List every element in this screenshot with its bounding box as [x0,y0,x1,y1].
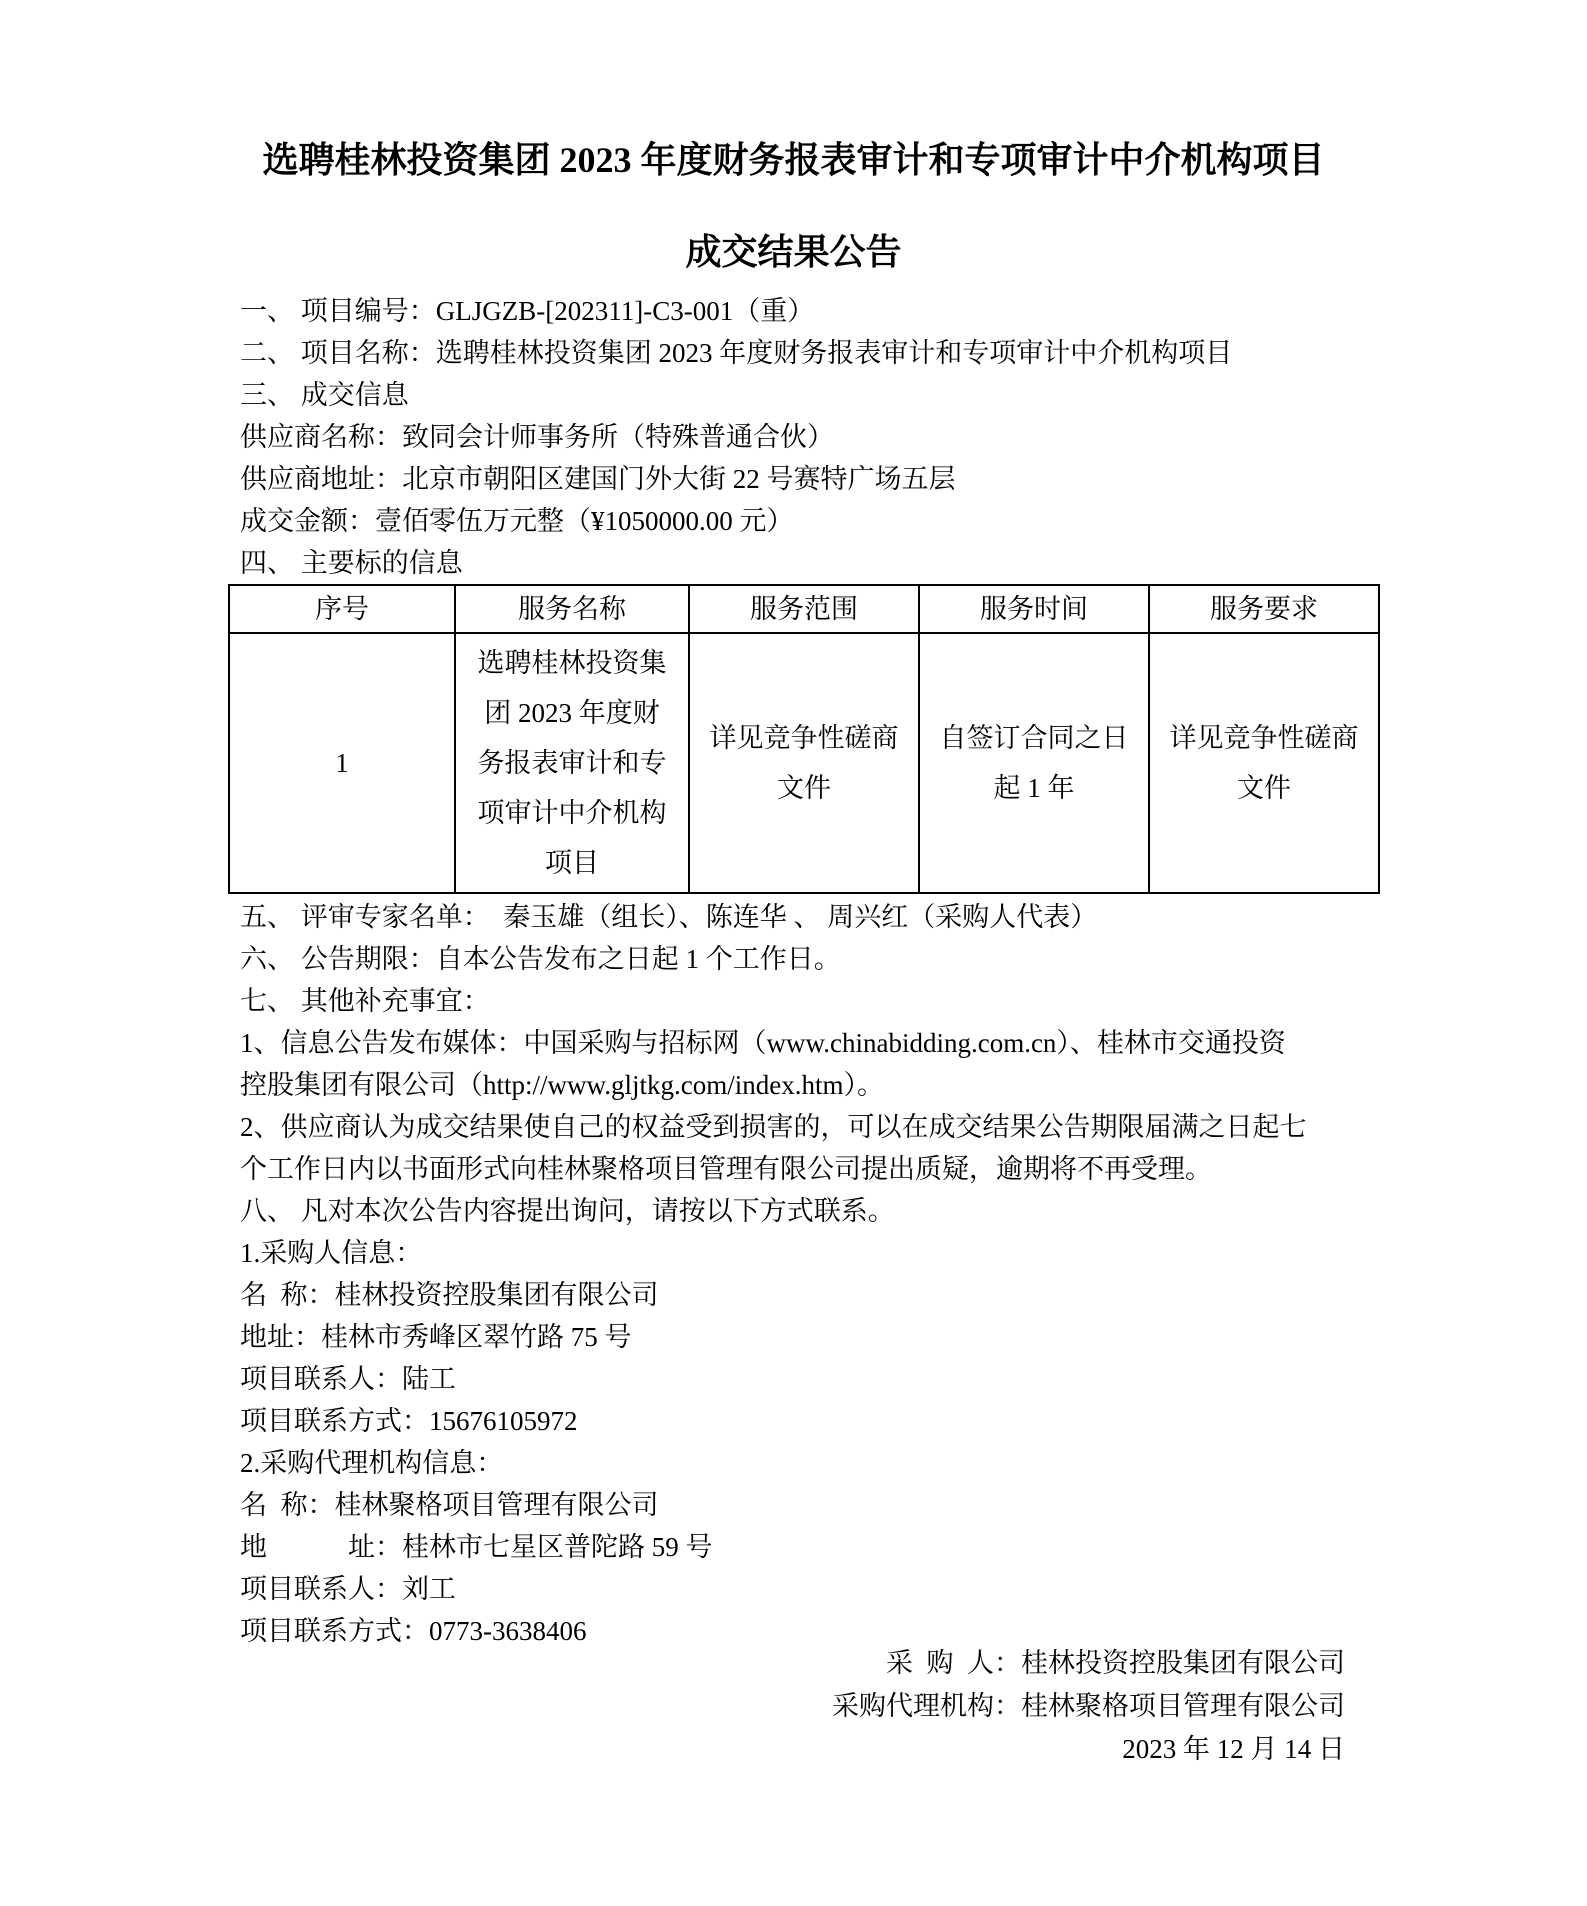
line-media-part2: 控股集团有限公司（http://www.gljtkg.com/index.htm）。 [240,1070,884,1100]
line-award-amount: 成交金额：壹佰零伍万元整（¥1050000.00 元） [240,506,794,536]
line-agency-phone: 项目联系方式：0773-3638406 [240,1616,587,1646]
document-body [240,290,1359,1771]
line-objection-part2: 个工作日内以书面形式向桂林聚格项目管理有限公司提出质疑，逾期将不再受理。 [240,1154,1212,1184]
line-agency-name: 名 称：桂林聚格项目管理有限公司 [240,1490,659,1520]
signature-block [240,1642,1345,1771]
line-purchaser-name: 名 称：桂林投资控股集团有限公司 [240,1280,659,1310]
table-row [229,633,1379,893]
line-heading-award-info: 三、 成交信息 [240,380,409,410]
line-heading-bid-info: 四、 主要标的信息 [240,548,463,578]
line-supplier-name: 供应商名称：致同会计师事务所（特殊普通合伙） [240,422,834,452]
cell-service-requirement: 详见竞争性磋商文件 [1149,633,1379,893]
line-purchaser-info-heading: 1.采购人信息： [240,1238,423,1268]
table-header-service-requirement: 服务要求 [1149,585,1379,633]
line-agency-address: 地 址：桂林市七星区普陀路 59 号 [240,1532,713,1562]
line-purchaser-phone: 项目联系方式：15676105972 [240,1406,578,1436]
line-agency-contact: 项目联系人：刘工 [240,1574,456,1604]
line-heading-contact: 八、 凡对本次公告内容提出询问，请按以下方式联系。 [240,1196,895,1226]
line-objection-part1: 2、供应商认为成交结果使自己的权益受到损害的，可以在成交结果公告期限届满之日起七 [240,1112,1307,1142]
line-purchaser-address: 地址：桂林市秀峰区翠竹路 75 号 [240,1322,632,1352]
line-announcement-period: 六、 公告期限：自本公告发布之日起 1 个工作日。 [240,944,841,974]
table-header-row [229,585,1379,633]
table-header-service-time: 服务时间 [919,585,1149,633]
line-agency-info-heading: 2.采购代理机构信息： [240,1448,504,1478]
line-expert-list: 五、 评审专家名单： 秦玉雄（组长）、陈连华 、 周兴红（采购人代表） [240,902,1098,932]
table-header-service-scope: 服务范围 [689,585,919,633]
line-media-part1: 1、信息公告发布媒体：中国采购与招标网（www.chinabidding.com.cn）、桂林市交通投资 [240,1028,1286,1058]
line-heading-other-matters: 七、 其他补充事宜： [240,986,490,1016]
document-title-line2: 成交结果公告 [685,232,902,272]
cell-seq: 1 [229,633,455,893]
main-items-table [228,584,1380,894]
cell-service-time: 自签订合同之日起 1 年 [919,633,1149,893]
table-header-seq: 序号 [229,585,455,633]
line-project-number: 一、 项目编号：GLJGZB-[202311]-C3-001（重） [240,296,815,326]
document-title-line1: 选聘桂林投资集团 2023 年度财务报表审计和专项审计中介机构项目 [262,140,1325,180]
cell-service-scope: 详见竞争性磋商文件 [689,633,919,893]
signature-date: 2023 年 12 月 14 日 [1122,1734,1345,1764]
table-header-service-name: 服务名称 [455,585,689,633]
signature-purchaser: 采 购 人：桂林投资控股集团有限公司 [886,1648,1345,1678]
line-purchaser-contact: 项目联系人：陆工 [240,1364,456,1394]
cell-service-name: 选聘桂林投资集团 2023 年度财务报表审计和专项审计中介机构项目 [455,633,689,893]
signature-agency: 采购代理机构：桂林聚格项目管理有限公司 [832,1691,1345,1721]
line-supplier-address: 供应商地址：北京市朝阳区建国门外大街 22 号赛特广场五层 [240,464,956,494]
line-project-name: 二、 项目名称：选聘桂林投资集团 2023 年度财务报表审计和专项审计中介机构项目 [240,338,1233,368]
